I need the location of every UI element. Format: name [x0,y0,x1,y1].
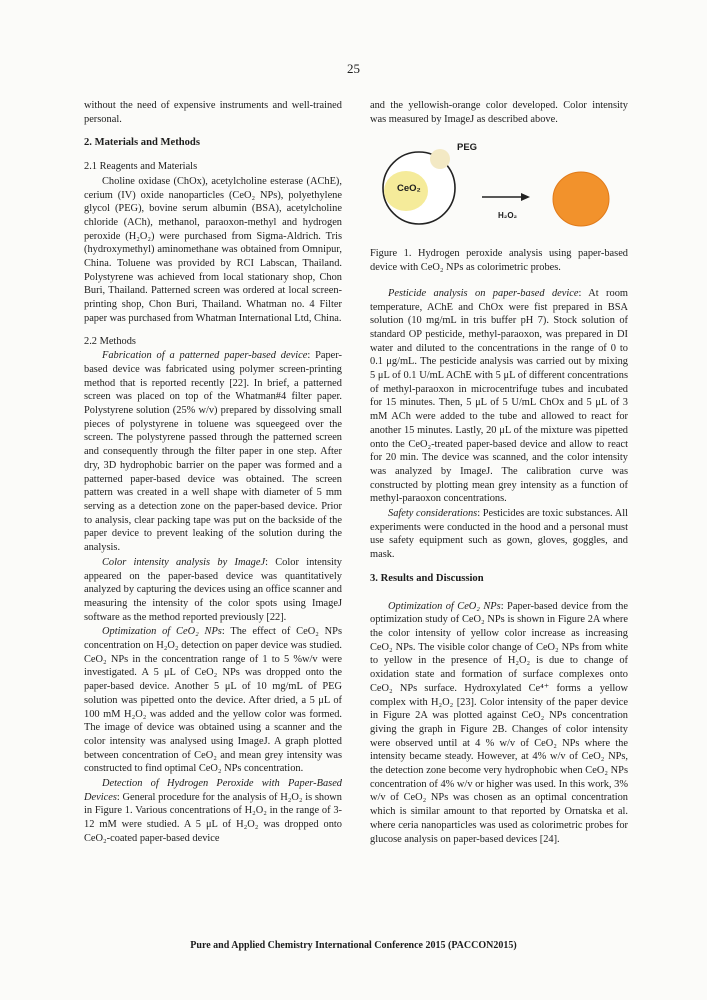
detection-title: Detection of Hydrogen Peroxide with Paper-Based Devices [84,778,342,803]
reaction-arrowhead [521,193,530,201]
pesticide-title: Pesticide analysis on paper-based device [388,287,579,299]
subsection-2-1-heading: 2.1 Reagents and Materials [84,161,198,173]
section-3-heading: 3. Results and Discussion [370,572,484,584]
intro-tail-paragraph: without the need of expensive instruments and well-trained personal. [84,100,342,125]
peg-drop [430,149,450,169]
right-column [370,99,628,853]
detection-paragraph [84,777,342,846]
safety-paragraph [370,507,628,562]
ceo2-label: CeO₂ [397,183,421,195]
results-text: : Paper-based device from the optimization study of CeO₂ NPs is shown in Figure 2A where the color intensity of yellow color increase as increasing CeO₂ NPs. The visible color change of CeO₂ NPs from white to yellow in the presence of H₂O₂ is due to change of oxidation state and formation of surface complexes onto CeO₂ NPs surface. Hydroxylated Ce⁴⁺ forms a yellow complex with H₂O₂ [23]. Color intensity of the paper device in Figure 2A was plotted against CeO₂ NPs concentration giving the graph in Figure 2B. Changes of color intensity were observed until at 4 % w/v of CeO₂ NPs where the intensity became steady. However, at 4% w/v of CeO₂ NPs, the detection zone become very hydrophobic when CeO₂ NPs concentration of 4% w/v or higher was used. In this work, 3% w/v of CeO₂ NPs was chosen as an optimal concentration which is similar amount to that reported by Ornatska et al. where ceria nanoparticles was used as colorimetric probes for glucose analysis on paper-based devices [24]. [370,600,628,845]
subsection-2-2-heading: 2.2 Methods [84,335,136,347]
safety-text: : Pesticides are toxic substances. All experiments were conducted in the hood and a personal must use safety equipment such as gown, gloves, goggles, and mask. [370,508,628,561]
yellow-product-spot [553,172,609,226]
pesticide-text: : At room temperature, AChE and ChOx were fist prepared in BSA solution (10 mg/mL in tris buffer pH 7). Stock solution of standard OP pesticide, methyl-paraoxon, was prepared in DI water and diluted to the concentrations in the range of 0 to 0.1 μg/mL. The pesticide analysis was carried out by mixing 5 μL of 0.1 U/mL AChE with 5 μL of different concentrations of methyl-paraoxon in microcentrifuge tubes and incubated for 15 minutes. Then, 5 μL of 5 U/mL ChOx and 5 μL of 3 mM ACh were added to the tube and allowed to react for another 15 minutes. Lastly, 20 μL of the mixture was pipetted onto the CeO₂-treated paper-based device and allow to react for 20 min. The device was scanned, and the color intensity was analyzed by ImageJ. The calibration curve was constructed by plotting mean grey intensity as a function of methyl-paraoxon concentrations. [370,287,628,505]
color-intensity-title: Color intensity analysis by ImageJ [102,556,266,568]
optimization-method-text: : The effect of CeO₂ NPs concentration on H₂O₂ detection on paper device was studied. CeO₂ NPs in the concentration range of 1 to 5 %w/v were investigated. A 5 μL of CeO₂ NPs was dropped onto the paper-based device. Another 5 μL of 10 mg/mL of PEG solution was pipetted onto the device. After dried, a 5 μL of 100 mM H₂O₂ was added and the yellow color was formed. The image of device was obtained using a scanner and the color intensity was analysed using ImageJ. A graph plotted between concentration of CeO₂ and mean grey intensity was constructed to find optimal CeO₂ NPs concentration. [84,626,342,775]
safety-title: Safety considerations [388,508,478,520]
h2o2-label: H₂O₂ [498,211,518,221]
fabrication-paragraph [84,349,342,555]
continuation-paragraph: and the yellowish-orange color developed. Color intensity was measured by ImageJ as described above. [370,100,628,125]
color-intensity-paragraph [84,556,342,625]
optimization-method-title: Optimization of CeO₂ NPs [102,626,222,638]
results-paragraph [370,600,628,847]
pesticide-paragraph [370,287,628,506]
conference-footer: Pure and Applied Chemistry International Conference 2015 (PACCON2015) [190,940,517,951]
left-column [84,99,342,847]
optimization-method-paragraph [84,625,342,776]
fabrication-title: Fabrication of a patterned paper-based device [102,350,308,362]
page-number: 25 [347,61,360,76]
results-title: Optimization of CeO₂ NPs [388,600,501,612]
section-2-heading: 2. Materials and Methods [84,137,200,149]
peg-label: PEG [457,142,478,154]
color-intensity-text: : Color intensity appeared on the paper-based device was quantitatively analyzed by capturing the devices using an office scanner and measuring the intensity of the color spots using ImageJ software as the method reported previously [22]. [84,556,343,623]
fabrication-text: : Paper-based device was fabricated using polymer screen-printing method that is reported recently [22]. In brief, a patterned screen was placed on top of the Whatman#4 filter paper. Polystyrene solution (25% w/v) prepared by dissolving small pieces of polystyrene in toluene was squeegeed over the screen. The polystyrene passed through the patterned screen and consequently through the filter paper in one step. After dry, 3D hydrophobic barrier on the paper was formed and a patterned paper-based device was obtained. The screen pattern was created in a well shape with diameter of 5 mm serving as a detection zone on the paper-based device. Prior to analysis, clear packing tape was put on the backside of the paper device to prevent leaking of the solution during the analysis. [84,350,342,554]
figure-1 [370,133,628,241]
reagents-paragraph: Choline oxidase (ChOx), acetylcholine esterase (AChE), cerium (IV) oxide nanoparticles (CeO₂ NPs), polyethylene glycol (PEG), bovine serum albumin (BSA), acetylcholine chloride (ACh), methanol, paraoxon-methyl and hydrogen peroxide (H₂O₂) were purchased from Sigma-Aldrich. Tris (hydroxymethyl) aminomethane was obtained from Omnipur, China. Toluene was provided by RCI Labscan, Thailand. Polystyrene was achieved from local stationary shop, Chon Buri, Thailand. Patterned screen was ordered at local screen-printing shop, Chon Buri, Thailand. Whatman no. 4 Filter paper was purchased from Whatman International Ltd, China. [84,175,342,324]
figure-1-caption: Figure 1. Hydrogen peroxide analysis using paper-based device with CeO₂ NPs as colorimetric probes. [370,248,628,274]
detection-text: : General procedure for the analysis of H₂O₂ is shown in Figure 1. Various concentrations of H₂O₂ in the range of 3-12 mM were studied. A 5 μL of H₂O₂ was dropped onto CeO₂-coated paper-based device [84,791,342,844]
